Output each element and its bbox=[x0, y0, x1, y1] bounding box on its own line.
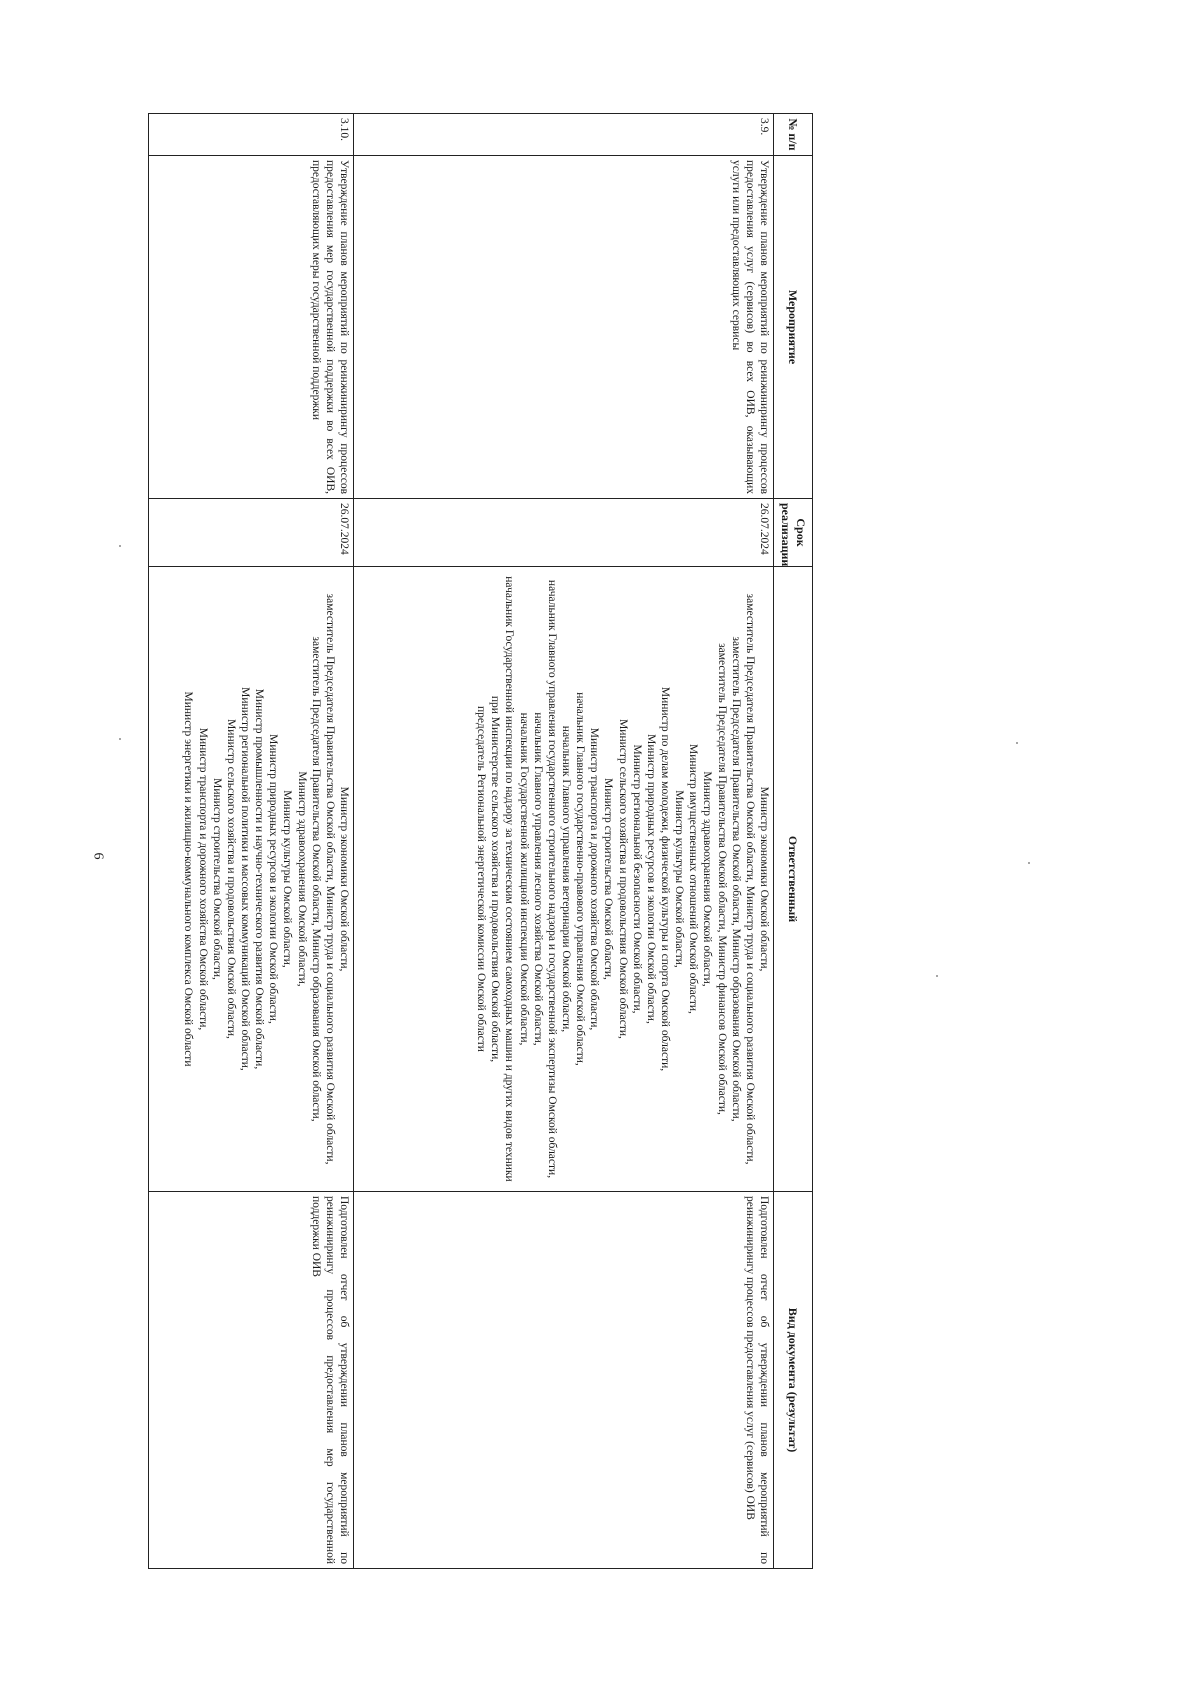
responsible-line: Министр энергетики и жилищно-коммунального комплекса Омской области bbox=[182, 691, 195, 1067]
row-result: Подготовлен отчет об утверждении планов мероприятий по реинжинирингу процессов предоставления мер государственной поддержки ОИВ bbox=[149, 1192, 354, 1569]
header-responsible: Ответственный bbox=[774, 567, 813, 1192]
row-num: 3.10. bbox=[149, 114, 354, 156]
row-result: Подготовлен отчет об утверждении планов мероприятий по реинжинирингу процессов предоставления услуг (сервисов) ОИВ bbox=[354, 1192, 774, 1569]
responsible-line: заместитель Председателя Правительства Омской области, Министр финансов Омской области, bbox=[715, 643, 728, 1115]
rotated-table-content bbox=[148, 113, 813, 1568]
responsible-line: Министр имущественных отношений Омской области, bbox=[687, 744, 700, 1014]
row-event: Утверждение планов мероприятий по реинжинирингу процессов предоставления услуг (сервисов) во всех ОИВ, оказывающих услуги или предоставляющих сервисы bbox=[354, 156, 774, 499]
responsible-line: Министр здравоохранения Омской области, bbox=[295, 771, 308, 987]
responsible-line: Министр промышленности и научно-технического развития Омской области, bbox=[253, 688, 266, 1070]
responsible-line: Министр культуры Омской области, bbox=[673, 790, 686, 968]
responsible-line: заместитель Председателя Правительства Омской области, Министр труда и социального развития Омской области, bbox=[323, 593, 336, 1165]
responsible-line: начальник Государственной инспекции по надзору за техническим состоянием самоходных машин и других видов техники при Министерстве сельского хозяйства и продовольствия Омской области, bbox=[489, 576, 516, 1182]
scan-speck bbox=[1028, 862, 1030, 864]
responsible-line: начальник Главного управления государственного строительного надзора и государственной экспертизы Омской области, bbox=[545, 579, 558, 1179]
responsible-line: Министр региональной безопасности Омской области, bbox=[630, 744, 643, 1014]
responsible-line: Министр здравоохранения Омской области, bbox=[701, 771, 714, 987]
table-row bbox=[354, 114, 774, 1569]
responsible-line: Министр экономики Омской области, bbox=[758, 786, 770, 972]
responsible-line: Министр сельского хозяйства и продовольствия Омской области, bbox=[224, 719, 237, 1039]
responsible-line: Министр строительства Омской области, bbox=[210, 778, 223, 980]
responsible-line: Министр природных ресурсов и экологии Омской области, bbox=[267, 734, 280, 1024]
table-header-row bbox=[774, 114, 813, 1569]
header-result: Вид документа (результат) bbox=[774, 1192, 813, 1569]
responsible-line: Министр природных ресурсов и экологии Омской области, bbox=[644, 734, 657, 1024]
responsible-line: Министр строительства Омской области, bbox=[602, 778, 615, 980]
responsible-line: Министр региональной политики и массовых коммуникаций Омской области, bbox=[239, 687, 252, 1071]
row-deadline: 26.07.2024 bbox=[149, 499, 354, 567]
scan-speck bbox=[936, 975, 938, 977]
responsible-line: заместитель Председателя Правительства Омской области, Министр образования Омской области, bbox=[309, 636, 322, 1122]
responsible-line: Министр культуры Омской области, bbox=[281, 790, 294, 968]
scan-speck bbox=[119, 738, 121, 740]
header-deadline: Срок реализации bbox=[774, 499, 813, 567]
row-responsible bbox=[149, 567, 354, 1192]
table-row bbox=[149, 114, 354, 1569]
row-event: Утверждение планов мероприятий по реинжинирингу процессов предоставления мер государственной поддержки во всех ОИВ, предоставляющих меры государственной поддержки bbox=[149, 156, 354, 499]
responsible-line: Министр экономики Омской области, bbox=[338, 786, 350, 972]
responsible-line: председатель Региональной энергетической комиссии Омской области bbox=[475, 706, 488, 1052]
responsible-line: заместитель Председателя Правительства Омской области, Министр труда и социального развития Омской области, bbox=[743, 593, 756, 1165]
header-event: Мероприятие bbox=[774, 156, 813, 499]
row-num: 3.9. bbox=[354, 114, 774, 156]
responsible-line: начальник Главного государственно-правового управления Омской области, bbox=[574, 692, 587, 1066]
responsible-line: заместитель Председателя Правительства Омской области, Министр образования Омской области, bbox=[729, 636, 742, 1122]
scan-speck bbox=[1016, 742, 1018, 744]
scan-speck bbox=[119, 545, 121, 547]
row-responsible bbox=[354, 567, 774, 1192]
measures-table bbox=[148, 113, 813, 1569]
responsible-line: начальник Государственной жилищной инспекции Омской области, bbox=[517, 712, 530, 1046]
responsible-line: Министр транспорта и дорожного хозяйства Омской области, bbox=[588, 727, 601, 1031]
responsible-line: начальник Главного управления ветеринарии Омской области, bbox=[560, 725, 573, 1033]
responsible-line: Министр сельского хозяйства и продовольствия Омской области, bbox=[616, 719, 629, 1039]
header-num: № п/п bbox=[774, 114, 813, 156]
row-deadline: 26.07.2024 bbox=[354, 499, 774, 567]
responsible-line: начальник Главного управления лесного хозяйства Омской области, bbox=[531, 712, 544, 1046]
responsible-line: Министр транспорта и дорожного хозяйства Омской области, bbox=[196, 727, 209, 1031]
responsible-line: Министр по делам молодежи, физической культуры и спорта Омской области, bbox=[659, 686, 672, 1072]
rotated-table-frame bbox=[148, 113, 813, 1568]
page-number: 6 bbox=[90, 852, 106, 860]
